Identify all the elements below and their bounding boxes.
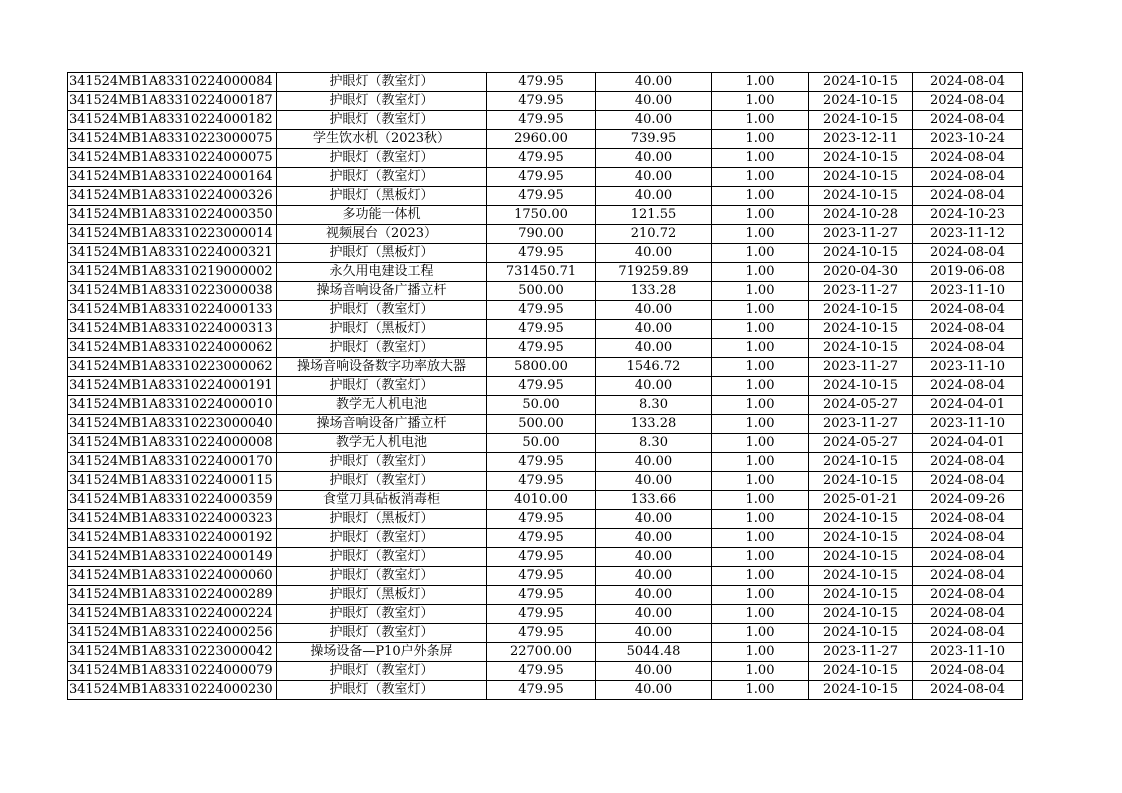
entry-date-cell: 2024-10-15 [809,73,913,92]
net-value-cell: 40.00 [596,92,712,111]
net-value-cell: 40.00 [596,339,712,358]
asset-code-cell: 341524MB1A83310224000115 [68,472,277,491]
acquire-date-cell: 2024-08-04 [913,605,1023,624]
quantity-cell: 1.00 [712,529,809,548]
entry-date-cell: 2024-10-15 [809,320,913,339]
quantity-cell: 1.00 [712,643,809,662]
acquire-date-cell: 2024-08-04 [913,73,1023,92]
acquire-date-cell: 2024-08-04 [913,624,1023,643]
net-value-cell: 40.00 [596,586,712,605]
quantity-cell: 1.00 [712,510,809,529]
entry-date-cell: 2024-10-15 [809,168,913,187]
original-value-cell: 479.95 [487,605,596,624]
acquire-date-cell: 2024-04-01 [913,396,1023,415]
asset-name-cell: 护眼灯（教室灯） [277,111,487,130]
entry-date-cell: 2023-11-27 [809,358,913,377]
entry-date-cell: 2024-10-15 [809,510,913,529]
acquire-date-cell: 2023-11-10 [913,415,1023,434]
net-value-cell: 40.00 [596,301,712,320]
asset-name-cell: 护眼灯（教室灯） [277,567,487,586]
asset-code-cell: 341524MB1A83310224000326 [68,187,277,206]
asset-name-cell: 护眼灯（教室灯） [277,339,487,358]
entry-date-cell: 2020-04-30 [809,263,913,282]
asset-code-cell: 341524MB1A83310224000170 [68,453,277,472]
entry-date-cell: 2024-10-15 [809,681,913,700]
original-value-cell: 479.95 [487,377,596,396]
entry-date-cell: 2024-10-15 [809,111,913,130]
asset-code-cell: 341524MB1A83310224000164 [68,168,277,187]
acquire-date-cell: 2024-08-04 [913,149,1023,168]
table-row [68,491,1023,510]
asset-code-cell: 341524MB1A83310224000350 [68,206,277,225]
original-value-cell: 4010.00 [487,491,596,510]
entry-date-cell: 2024-05-27 [809,396,913,415]
original-value-cell: 50.00 [487,434,596,453]
asset-code-cell: 341524MB1A83310224000192 [68,529,277,548]
asset-name-cell: 护眼灯（教室灯） [277,548,487,567]
net-value-cell: 210.72 [596,225,712,244]
entry-date-cell: 2024-10-15 [809,548,913,567]
acquire-date-cell: 2024-08-04 [913,377,1023,396]
table-row [68,225,1023,244]
asset-code-cell: 341524MB1A83310224000256 [68,624,277,643]
net-value-cell: 40.00 [596,320,712,339]
original-value-cell: 479.95 [487,168,596,187]
acquire-date-cell: 2024-09-26 [913,491,1023,510]
entry-date-cell: 2024-10-15 [809,244,913,263]
acquire-date-cell: 2024-08-04 [913,529,1023,548]
original-value-cell: 479.95 [487,472,596,491]
asset-name-cell: 护眼灯（教室灯） [277,168,487,187]
entry-date-cell: 2025-01-21 [809,491,913,510]
table-row [68,548,1023,567]
asset-code-cell: 341524MB1A83310219000002 [68,263,277,282]
original-value-cell: 479.95 [487,320,596,339]
original-value-cell: 1750.00 [487,206,596,225]
net-value-cell: 40.00 [596,453,712,472]
table-row [68,662,1023,681]
table-row [68,187,1023,206]
net-value-cell: 40.00 [596,377,712,396]
table-row [68,92,1023,111]
asset-code-cell: 341524MB1A83310224000359 [68,491,277,510]
quantity-cell: 1.00 [712,681,809,700]
original-value-cell: 50.00 [487,396,596,415]
table-row [68,339,1023,358]
entry-date-cell: 2024-10-15 [809,339,913,358]
net-value-cell: 133.28 [596,282,712,301]
acquire-date-cell: 2023-11-10 [913,282,1023,301]
entry-date-cell: 2024-10-15 [809,377,913,396]
table-row [68,149,1023,168]
table-row [68,244,1023,263]
asset-name-cell: 视频展台（2023） [277,225,487,244]
original-value-cell: 479.95 [487,453,596,472]
original-value-cell: 479.95 [487,92,596,111]
asset-code-cell: 341524MB1A83310224000182 [68,111,277,130]
quantity-cell: 1.00 [712,415,809,434]
quantity-cell: 1.00 [712,149,809,168]
net-value-cell: 719259.89 [596,263,712,282]
asset-code-cell: 341524MB1A83310224000321 [68,244,277,263]
original-value-cell: 479.95 [487,548,596,567]
asset-name-cell: 护眼灯（教室灯） [277,662,487,681]
quantity-cell: 1.00 [712,548,809,567]
net-value-cell: 40.00 [596,548,712,567]
entry-date-cell: 2024-10-15 [809,586,913,605]
original-value-cell: 479.95 [487,111,596,130]
asset-name-cell: 护眼灯（教室灯） [277,73,487,92]
quantity-cell: 1.00 [712,301,809,320]
original-value-cell: 479.95 [487,244,596,263]
table-row [68,434,1023,453]
table-row [68,453,1023,472]
table-row [68,624,1023,643]
acquire-date-cell: 2024-08-04 [913,681,1023,700]
entry-date-cell: 2023-11-27 [809,643,913,662]
net-value-cell: 40.00 [596,187,712,206]
asset-name-cell: 护眼灯（教室灯） [277,301,487,320]
net-value-cell: 1546.72 [596,358,712,377]
table-row [68,567,1023,586]
acquire-date-cell: 2024-08-04 [913,92,1023,111]
table-row [68,282,1023,301]
net-value-cell: 8.30 [596,396,712,415]
original-value-cell: 479.95 [487,624,596,643]
asset-code-cell: 341524MB1A83310224000060 [68,567,277,586]
asset-name-cell: 学生饮水机（2023秋） [277,130,487,149]
asset-code-cell: 341524MB1A83310224000010 [68,396,277,415]
original-value-cell: 479.95 [487,339,596,358]
asset-code-cell: 341524MB1A83310224000075 [68,149,277,168]
entry-date-cell: 2024-10-15 [809,567,913,586]
table-row [68,415,1023,434]
net-value-cell: 133.28 [596,415,712,434]
original-value-cell: 5800.00 [487,358,596,377]
asset-name-cell: 护眼灯（教室灯） [277,472,487,491]
asset-code-cell: 341524MB1A83310223000014 [68,225,277,244]
net-value-cell: 40.00 [596,510,712,529]
asset-name-cell: 多功能一体机 [277,206,487,225]
table-row [68,529,1023,548]
asset-name-cell: 护眼灯（教室灯） [277,605,487,624]
entry-date-cell: 2023-11-27 [809,282,913,301]
asset-name-cell: 护眼灯（教室灯） [277,92,487,111]
acquire-date-cell: 2024-08-04 [913,320,1023,339]
net-value-cell: 5044.48 [596,643,712,662]
entry-date-cell: 2024-10-15 [809,529,913,548]
asset-code-cell: 341524MB1A83310224000323 [68,510,277,529]
original-value-cell: 790.00 [487,225,596,244]
asset-name-cell: 教学无人机电池 [277,396,487,415]
quantity-cell: 1.00 [712,111,809,130]
original-value-cell: 2960.00 [487,130,596,149]
acquire-date-cell: 2024-08-04 [913,662,1023,681]
asset-code-cell: 341524MB1A83310224000079 [68,662,277,681]
net-value-cell: 40.00 [596,111,712,130]
quantity-cell: 1.00 [712,73,809,92]
acquire-date-cell: 2024-08-04 [913,339,1023,358]
asset-name-cell: 护眼灯（教室灯） [277,453,487,472]
net-value-cell: 40.00 [596,472,712,491]
original-value-cell: 479.95 [487,567,596,586]
asset-code-cell: 341524MB1A83310224000084 [68,73,277,92]
table-row [68,643,1023,662]
net-value-cell: 40.00 [596,624,712,643]
table-row [68,605,1023,624]
table-row [68,130,1023,149]
quantity-cell: 1.00 [712,605,809,624]
asset-name-cell: 护眼灯（教室灯） [277,377,487,396]
asset-code-cell: 341524MB1A83310223000040 [68,415,277,434]
original-value-cell: 479.95 [487,662,596,681]
net-value-cell: 40.00 [596,605,712,624]
quantity-cell: 1.00 [712,377,809,396]
asset-name-cell: 护眼灯（黑板灯） [277,586,487,605]
quantity-cell: 1.00 [712,434,809,453]
entry-date-cell: 2024-10-28 [809,206,913,225]
net-value-cell: 40.00 [596,567,712,586]
original-value-cell: 479.95 [487,529,596,548]
quantity-cell: 1.00 [712,263,809,282]
quantity-cell: 1.00 [712,282,809,301]
acquire-date-cell: 2024-08-04 [913,187,1023,206]
table-row [68,681,1023,700]
quantity-cell: 1.00 [712,206,809,225]
acquire-date-cell: 2024-08-04 [913,510,1023,529]
acquire-date-cell: 2024-08-04 [913,168,1023,187]
asset-code-cell: 341524MB1A83310223000042 [68,643,277,662]
acquire-date-cell: 2024-08-04 [913,244,1023,263]
original-value-cell: 500.00 [487,282,596,301]
table-row [68,111,1023,130]
quantity-cell: 1.00 [712,168,809,187]
original-value-cell: 22700.00 [487,643,596,662]
acquire-date-cell: 2024-08-04 [913,111,1023,130]
acquire-date-cell: 2024-08-04 [913,301,1023,320]
net-value-cell: 40.00 [596,73,712,92]
asset-code-cell: 341524MB1A83310223000038 [68,282,277,301]
asset-name-cell: 护眼灯（教室灯） [277,681,487,700]
acquire-date-cell: 2024-08-04 [913,472,1023,491]
acquire-date-cell: 2024-04-01 [913,434,1023,453]
table-row [68,358,1023,377]
quantity-cell: 1.00 [712,662,809,681]
asset-name-cell: 护眼灯（教室灯） [277,149,487,168]
quantity-cell: 1.00 [712,130,809,149]
original-value-cell: 731450.71 [487,263,596,282]
original-value-cell: 500.00 [487,415,596,434]
table-row [68,510,1023,529]
entry-date-cell: 2023-11-27 [809,225,913,244]
asset-name-cell: 护眼灯（黑板灯） [277,187,487,206]
original-value-cell: 479.95 [487,510,596,529]
entry-date-cell: 2023-11-27 [809,415,913,434]
net-value-cell: 40.00 [596,529,712,548]
quantity-cell: 1.00 [712,567,809,586]
quantity-cell: 1.00 [712,244,809,263]
net-value-cell: 40.00 [596,168,712,187]
net-value-cell: 8.30 [596,434,712,453]
asset-table [67,72,1023,700]
asset-code-cell: 341524MB1A83310223000075 [68,130,277,149]
net-value-cell: 40.00 [596,244,712,263]
asset-name-cell: 永久用电建设工程 [277,263,487,282]
acquire-date-cell: 2023-10-24 [913,130,1023,149]
asset-code-cell: 341524MB1A83310224000062 [68,339,277,358]
asset-code-cell: 341524MB1A83310224000230 [68,681,277,700]
original-value-cell: 479.95 [487,73,596,92]
asset-code-cell: 341524MB1A83310224000133 [68,301,277,320]
entry-date-cell: 2024-10-15 [809,662,913,681]
asset-name-cell: 操场设备—P10户外条屏 [277,643,487,662]
asset-name-cell: 操场音响设备广播立杆 [277,282,487,301]
asset-table-body [68,73,1023,700]
entry-date-cell: 2024-05-27 [809,434,913,453]
net-value-cell: 40.00 [596,149,712,168]
net-value-cell: 739.95 [596,130,712,149]
table-row [68,396,1023,415]
table-row [68,320,1023,339]
table-row [68,377,1023,396]
asset-name-cell: 护眼灯（黑板灯） [277,244,487,263]
entry-date-cell: 2024-10-15 [809,187,913,206]
asset-name-cell: 护眼灯（黑板灯） [277,320,487,339]
asset-name-cell: 护眼灯（教室灯） [277,529,487,548]
asset-name-cell: 操场音响设备数字功率放大器 [277,358,487,377]
quantity-cell: 1.00 [712,624,809,643]
acquire-date-cell: 2023-11-10 [913,358,1023,377]
quantity-cell: 1.00 [712,396,809,415]
original-value-cell: 479.95 [487,681,596,700]
original-value-cell: 479.95 [487,586,596,605]
table-row [68,301,1023,320]
asset-code-cell: 341524MB1A83310224000289 [68,586,277,605]
asset-code-cell: 341524MB1A83310224000313 [68,320,277,339]
entry-date-cell: 2024-10-15 [809,624,913,643]
acquire-date-cell: 2023-11-10 [913,643,1023,662]
asset-name-cell: 护眼灯（黑板灯） [277,510,487,529]
acquire-date-cell: 2019-06-08 [913,263,1023,282]
quantity-cell: 1.00 [712,586,809,605]
entry-date-cell: 2024-10-15 [809,92,913,111]
table-row [68,472,1023,491]
asset-code-cell: 341524MB1A83310224000187 [68,92,277,111]
asset-name-cell: 操场音响设备广播立杆 [277,415,487,434]
original-value-cell: 479.95 [487,301,596,320]
entry-date-cell: 2024-10-15 [809,453,913,472]
quantity-cell: 1.00 [712,453,809,472]
table-row [68,263,1023,282]
acquire-date-cell: 2024-08-04 [913,586,1023,605]
quantity-cell: 1.00 [712,320,809,339]
acquire-date-cell: 2023-11-12 [913,225,1023,244]
original-value-cell: 479.95 [487,149,596,168]
entry-date-cell: 2024-10-15 [809,472,913,491]
quantity-cell: 1.00 [712,472,809,491]
asset-name-cell: 护眼灯（教室灯） [277,624,487,643]
entry-date-cell: 2024-10-15 [809,301,913,320]
quantity-cell: 1.00 [712,187,809,206]
asset-code-cell: 341524MB1A83310224000149 [68,548,277,567]
entry-date-cell: 2024-10-15 [809,605,913,624]
table-row [68,168,1023,187]
acquire-date-cell: 2024-10-23 [913,206,1023,225]
quantity-cell: 1.00 [712,358,809,377]
net-value-cell: 40.00 [596,681,712,700]
quantity-cell: 1.00 [712,491,809,510]
table-row [68,206,1023,225]
net-value-cell: 40.00 [596,662,712,681]
asset-code-cell: 341524MB1A83310224000191 [68,377,277,396]
table-row [68,73,1023,92]
net-value-cell: 121.55 [596,206,712,225]
asset-name-cell: 教学无人机电池 [277,434,487,453]
original-value-cell: 479.95 [487,187,596,206]
table-row [68,586,1023,605]
asset-name-cell: 食堂刀具砧板消毒柜 [277,491,487,510]
quantity-cell: 1.00 [712,339,809,358]
entry-date-cell: 2023-12-11 [809,130,913,149]
asset-code-cell: 341524MB1A83310224000008 [68,434,277,453]
quantity-cell: 1.00 [712,92,809,111]
asset-code-cell: 341524MB1A83310224000224 [68,605,277,624]
entry-date-cell: 2024-10-15 [809,149,913,168]
asset-code-cell: 341524MB1A83310223000062 [68,358,277,377]
acquire-date-cell: 2024-08-04 [913,453,1023,472]
acquire-date-cell: 2024-08-04 [913,567,1023,586]
net-value-cell: 133.66 [596,491,712,510]
acquire-date-cell: 2024-08-04 [913,548,1023,567]
quantity-cell: 1.00 [712,225,809,244]
